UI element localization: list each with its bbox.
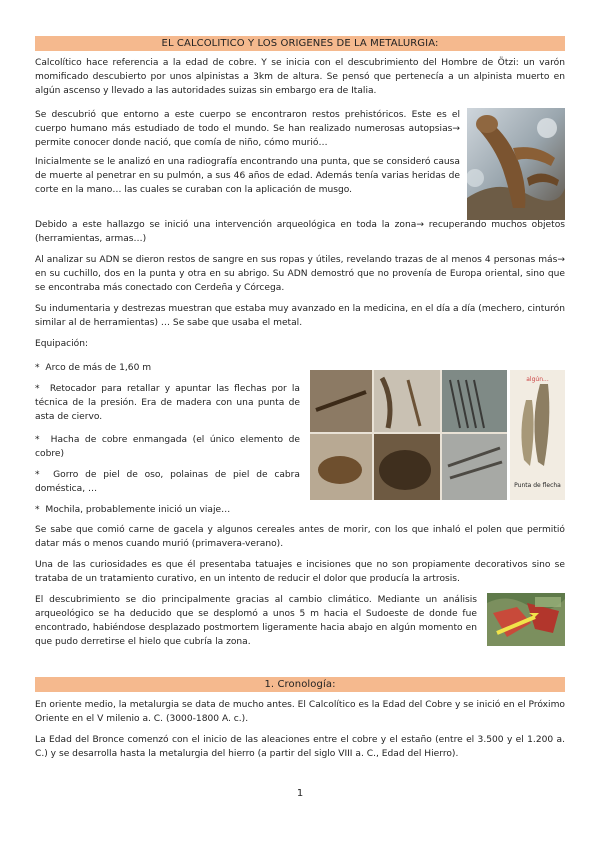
- paragraph-restos: Se descubrió que entorno a este cuerpo se encontraron restos prehistóricos. Este es el cuerpo humano más estudiado de todo el mundo. Se han realizado numerosas autopsias→ permite conocer donde nació, que comía de niño, cómo murió…: [35, 110, 460, 148]
- paragraph-indumentaria: Su indumentaria y destrezas muestran que estaba muy avanzado en la medicina, en el día a día (mechero, cinturón similar al de herramientas) … Se sabe que usaba el metal.: [35, 304, 565, 328]
- equipment-item: * Retocador para retallar y apuntar las flechas por la técnica de la presión. Era de madera con una punta de asta de ciervo.: [35, 384, 300, 422]
- equipment-item: * Arco de más de 1,60 m: [35, 363, 152, 373]
- equipment-collage-photo: [310, 370, 507, 500]
- section-title-calcolitico: EL CALCOLITICO Y LOS ORIGENES DE LA METALURGIA:: [35, 36, 565, 51]
- paragraph-radiografia: Inicialmente se le analizó en una radiografía encontrando una punta, que se consideró causa de muerte al penetrar en su pulmón, a sus 46 años de edad. Además tenía varias heridas de corte en la mano… las cuales se curaban con la aplicación de musgo.: [35, 157, 460, 195]
- section-title-cronologia: 1. Cronología:: [35, 677, 565, 692]
- bullet-icon: *: [35, 470, 40, 480]
- equipment-item: * Mochila, probablemente inició un viaje…: [35, 505, 231, 515]
- arrowhead-caption: Punta de flecha: [514, 482, 561, 489]
- paragraph-tatuajes: Una de las curiosidades es que él presentaba tatuajes e incisiones que no son propiamente decorativos sino se trataba de un tratamiento curativo, en un intento de reducir el dolor que producía la artrosis.: [35, 560, 565, 584]
- paragraph-oriente-medio: En oriente medio, la metalurgia se data de mucho antes. El Calcolítico es la Edad del Cobre y se inició en el Próximo Oriente en el V milenio a. C. (3000-1800 A. c.).: [35, 700, 565, 724]
- paragraph-edad-bronce: La Edad del Bronce comenzó con el inicio de las aleaciones entre el cobre y el estaño (entre el 3.500 y el 1.200 a. C.) y se desarrolla hasta la metalurgia del hierro (a partir del siglo VIII a. C., Edad del Hierro).: [35, 735, 565, 759]
- paragraph-hallazgo: Debido a este hallazgo se inició una intervención arqueológica en toda la zona→ recuperando muchos objetos (herramientas, armas…): [35, 220, 565, 244]
- bullet-icon: *: [35, 435, 40, 445]
- bullet-icon: *: [35, 505, 40, 515]
- collage-caption: algún...: [526, 376, 549, 383]
- paragraph-intro: Calcolítico hace referencia a la edad de cobre. Y se inicia con el descubrimiento del Hombre de Ötzi: un varón momificado descubierto por unos alpinistas a 3km de altura. Se pensó que pertenecía a un alpinista muerto en algún ascenso y llevado a las autoridades suizas sin embargo era de Italia.: [35, 58, 565, 96]
- equipment-item: * Hacha de cobre enmangada (el único elemento de cobre): [35, 435, 300, 459]
- page-number: 1: [296, 788, 304, 799]
- paragraph-alimentacion: Se sabe que comió carne de gacela y algunos cereales antes de morir, con los que inhaló el polen que permitió datar más o menos cuando murió (primavera-verano).: [35, 525, 565, 549]
- arrowhead-photo: [510, 370, 565, 500]
- otzi-mummy-photo: [467, 108, 565, 220]
- equipment-label: Equipación:: [35, 339, 89, 349]
- site-map-photo: [487, 593, 565, 646]
- paragraph-adn: Al analizar su ADN se dieron restos de sangre en sus ropas y útiles, revelando trazas de al menos 4 personas más→ en su cuchillo, dos en la punta y otra en su abrigo. Su ADN demostró que no provenía de Europa oriental, sino que se encontraba más conectado con Cerdeña y Córcega.: [35, 255, 565, 293]
- paragraph-descubrimiento: El descubrimiento se dio principalmente gracias al cambio climático. Mediante un análisis arqueológico se ha deducido que se desplomó a unos 5 m hacia el Sudoeste de donde fue encontrado, habiéndose desplazado postmortem ligeramente hacia abajo en algún momento en que pudo derretirse el hielo que cubría la zona.: [35, 595, 477, 647]
- equipment-item: * Gorro de piel de oso, polainas de piel de cabra doméstica, …: [35, 470, 300, 494]
- bullet-icon: *: [35, 384, 40, 394]
- bullet-icon: *: [35, 363, 40, 373]
